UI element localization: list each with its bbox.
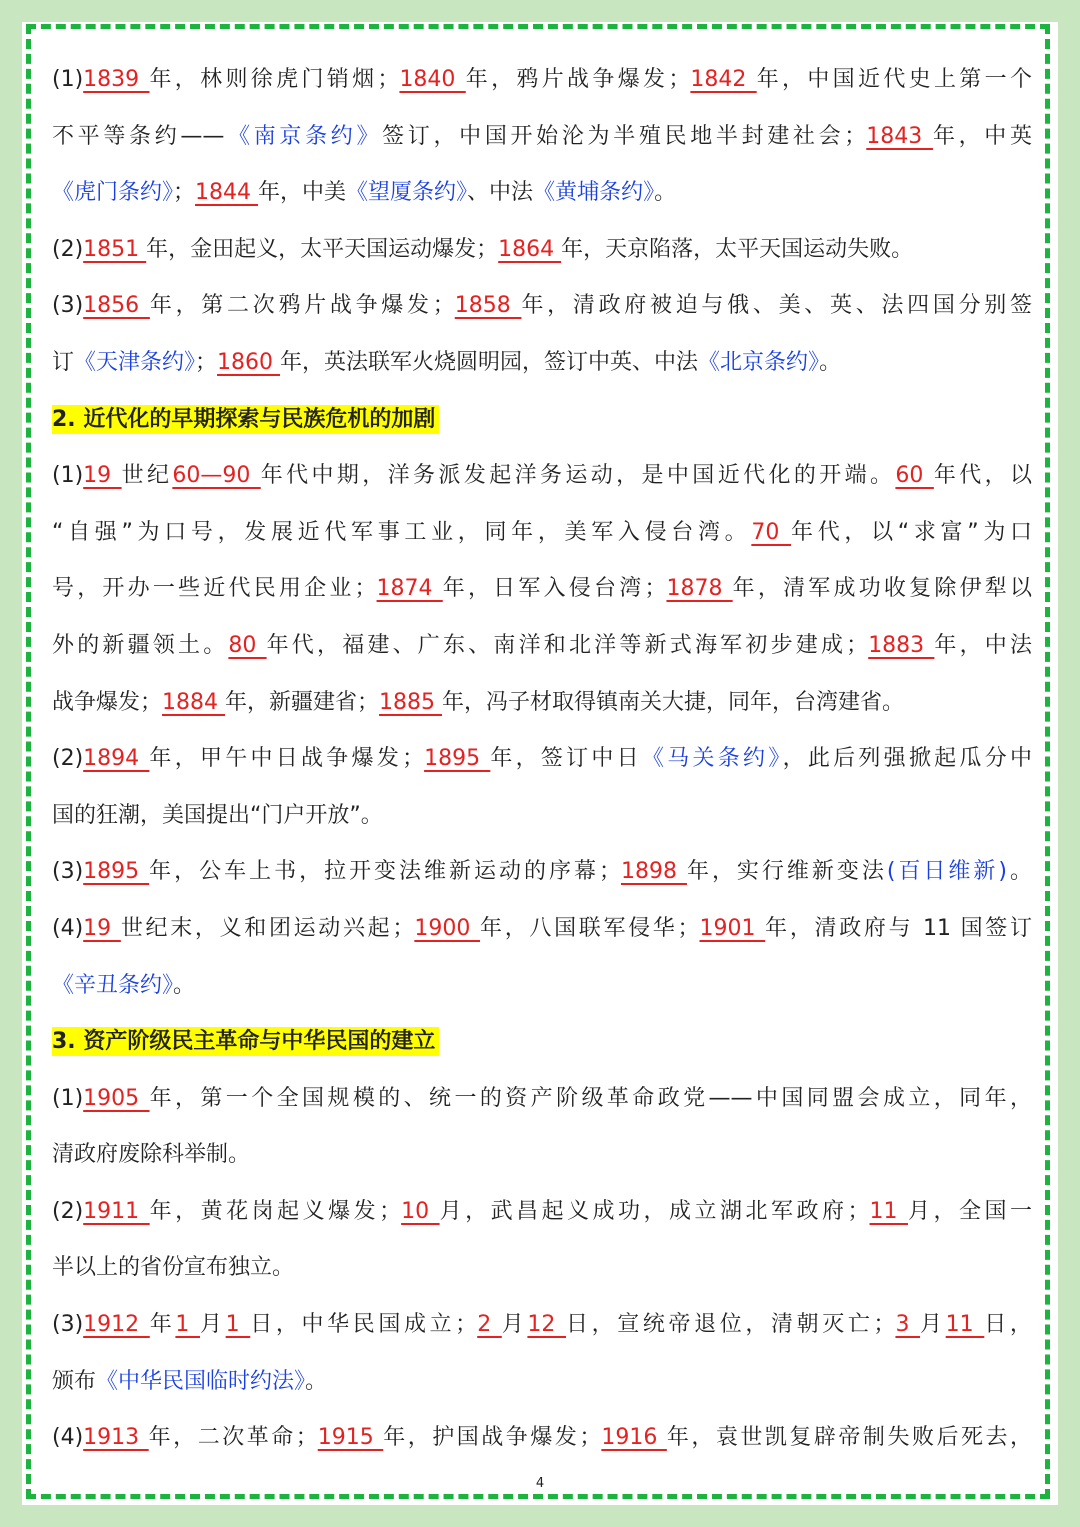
answer-blank: 1844 <box>195 180 259 206</box>
answer-blank: 12 <box>527 1312 567 1338</box>
text-segment: 月 <box>920 1312 946 1338</box>
text-line <box>52 1127 1032 1184</box>
text-segment: 颁布 <box>52 1368 97 1394</box>
answer-blank: 1858 <box>454 293 522 319</box>
treaty-name: 《北京条约》 <box>698 349 820 375</box>
text-segment: (1) <box>52 1085 84 1111</box>
answer-blank: 1913 <box>83 1425 149 1451</box>
text-segment: 年，鸦片战争爆发； <box>465 67 691 92</box>
text-segment: 。 <box>1007 859 1032 885</box>
text-line <box>52 1410 1032 1467</box>
answer-blank: 1915 <box>317 1425 384 1451</box>
text-segment: (3) <box>52 859 84 885</box>
text-line <box>52 505 1032 562</box>
treaty-name: 《黄埔条约》 <box>533 180 655 206</box>
text-segment: 年，天京陷落，太平天国运动失败。 <box>561 236 914 262</box>
treaty-name: 《马关条约》 <box>641 746 783 772</box>
text-segment: 年，签订中日 <box>490 746 642 772</box>
answer-blank: 1843 <box>866 123 933 149</box>
page-number: 4 <box>535 1476 545 1491</box>
text-segment: 年，公车上书，拉开变法维新运动的序幕； <box>149 859 621 885</box>
text-segment: (1) <box>52 463 84 489</box>
answer-blank: 1884 <box>162 689 225 715</box>
answer-blank: 1856 <box>83 293 150 319</box>
treaty-name: 《中华民国临时约法》 <box>96 1368 306 1394</box>
answer-blank: 70 <box>751 519 792 545</box>
text-segment: 年，第二次鸦片战争爆发； <box>149 293 455 319</box>
answer-blank: 1 <box>225 1312 251 1338</box>
text-segment: 年，实行维新变法 <box>686 859 887 885</box>
text-segment: “自强”为口号，发展近代军事工业，同年，美军入侵台湾。 <box>52 519 752 545</box>
answer-blank: 1842 <box>690 67 757 92</box>
text-segment: ，此后列强掀起瓜分中 <box>782 746 1032 772</box>
text-segment: 年，英法联军火烧圆明园，签订中英、中法 <box>280 349 699 375</box>
text-segment: 年，甲午中日战争爆发； <box>149 746 425 772</box>
text-line <box>52 52 1032 109</box>
text-segment: 年，清政府与 11 国签订 <box>765 915 1032 941</box>
section-heading: 3. 资产阶级民主革命与中华民国的建立 <box>52 1027 439 1056</box>
text-segment: 年代中期，洋务派发起洋务运动，是中国近代化的开端。 <box>260 463 896 489</box>
text-segment: 年，中英 <box>932 123 1032 149</box>
text-segment: 年，黄花岗起义爆发； <box>149 1198 402 1224</box>
text-line <box>52 109 1032 166</box>
text-segment: 年，清政府被迫与俄、美、英、法四国分别签 <box>521 293 1032 319</box>
answer-blank: 11 <box>945 1312 985 1338</box>
text-line <box>52 958 1032 1015</box>
text-segment: 年代，福建、广东、南洋和北洋等新式海军初步建成； <box>266 632 869 658</box>
answer-blank: 1864 <box>498 236 562 262</box>
text-segment: 、中法 <box>467 180 534 206</box>
treaty-name: (百日维新) <box>886 859 1007 885</box>
text-segment: 年，中法 <box>934 632 1032 658</box>
answer-blank: 1905 <box>83 1085 150 1111</box>
answer-blank: 2 <box>477 1312 502 1338</box>
text-segment: 世纪 <box>121 463 173 489</box>
text-segment: 年，金田起义，太平天国运动爆发； <box>146 236 499 262</box>
document-page <box>22 22 1058 1505</box>
text-segment: 月 <box>501 1312 528 1338</box>
answer-blank: 1851 <box>83 236 147 262</box>
text-segment: 月，武昌起义成功，成立湖北军政府； <box>439 1198 870 1224</box>
text-segment: (3) <box>52 293 84 319</box>
text-segment: 月，全国一 <box>907 1198 1032 1224</box>
text-line <box>52 1071 1032 1128</box>
answer-blank: 1900 <box>414 915 481 941</box>
answer-blank: 1895 <box>83 859 150 885</box>
text-segment: 国的狂潮，美国提出“门户开放”。 <box>52 802 383 828</box>
text-segment: 年，中国近代史上第一个 <box>756 67 1032 92</box>
text-segment: 清政府废除科举制。 <box>52 1142 251 1168</box>
text-segment: 年，袁世凯复辟帝制失败后死去， <box>666 1425 1032 1451</box>
text-segment: 。 <box>305 1368 328 1394</box>
document-body <box>52 52 1032 1467</box>
text-segment: 年，第一个全国规模的、统一的资产阶级革命政党——中国同盟会成立，同年， <box>149 1085 1032 1111</box>
text-segment: 年，林则徐虎门销烟； <box>149 67 400 92</box>
answer-blank: 11 <box>869 1198 908 1224</box>
treaty-name: 《南京条约》 <box>224 123 383 149</box>
text-line <box>52 1240 1032 1297</box>
text-line <box>52 165 1032 222</box>
text-segment: 订 <box>52 349 75 375</box>
text-segment: 日， <box>984 1312 1032 1338</box>
answer-blank: 1894 <box>83 746 150 772</box>
text-line <box>52 278 1032 335</box>
text-line <box>52 675 1032 732</box>
text-segment: 日，宣统帝退位，清朝灭亡； <box>566 1312 896 1338</box>
text-segment: 半以上的省份宣布独立。 <box>52 1255 295 1281</box>
text-line <box>52 901 1032 958</box>
text-segment: 年，清军成功收复除伊犁以 <box>732 576 1032 602</box>
answer-blank: 10 <box>401 1198 440 1224</box>
text-segment: ； <box>195 349 218 375</box>
answer-blank: 1874 <box>376 576 443 602</box>
text-line <box>52 618 1032 675</box>
text-segment: 签订，中国开始沦为半殖民地半封建社会； <box>382 123 867 149</box>
text-line <box>52 788 1032 845</box>
answer-blank: 1901 <box>699 915 766 941</box>
answer-blank: 19 <box>83 463 122 489</box>
text-line <box>52 1014 1032 1071</box>
answer-blank: 1885 <box>379 689 442 715</box>
text-line <box>52 844 1032 901</box>
text-segment: 日，中华民国成立； <box>250 1312 478 1338</box>
treaty-name: 《虎门条约》 <box>52 180 174 206</box>
section-heading: 2. 近代化的早期探索与民族危机的加剧 <box>52 405 439 434</box>
text-line <box>52 1184 1032 1241</box>
text-line <box>52 392 1032 449</box>
answer-blank: 3 <box>895 1312 921 1338</box>
text-segment: 年，八国联军侵华； <box>480 915 700 941</box>
text-segment: 号，开办一些近代民用企业； <box>52 576 377 602</box>
text-segment: (3) <box>52 1312 84 1338</box>
text-segment: 年代，以 <box>933 463 1032 489</box>
text-segment: (2) <box>52 1198 84 1224</box>
treaty-name: 《辛丑条约》 <box>52 972 174 998</box>
answer-blank: 1839 <box>83 67 150 92</box>
answer-blank: 80 <box>228 632 267 658</box>
text-segment: 年，日军入侵台湾； <box>442 576 667 602</box>
answer-blank: 1912 <box>83 1312 150 1338</box>
text-segment: 年，冯子材取得镇南关大捷，同年，台湾建省。 <box>442 689 905 715</box>
text-segment: 年，护国战争爆发； <box>383 1425 602 1451</box>
text-segment: 年，新疆建省； <box>225 689 380 715</box>
answer-blank: 19 <box>83 915 121 941</box>
answer-blank: 1840 <box>399 67 466 92</box>
text-line <box>52 448 1032 505</box>
answer-blank: 1878 <box>666 576 733 602</box>
text-segment: 世纪末，义和团运动兴起； <box>120 915 415 941</box>
text-segment: (2) <box>52 236 84 262</box>
text-segment: 年，中美 <box>258 180 347 206</box>
text-segment: 。 <box>819 349 842 375</box>
text-segment: 。 <box>654 180 677 206</box>
answer-blank: 1898 <box>620 859 687 885</box>
answer-blank: 1 <box>175 1312 201 1338</box>
text-line <box>52 1297 1032 1354</box>
text-segment: ； <box>173 180 196 206</box>
text-segment: 月 <box>200 1312 226 1338</box>
text-segment: (4) <box>52 915 84 941</box>
text-segment: 。 <box>173 972 196 998</box>
treaty-name: 《望厦条约》 <box>346 180 468 206</box>
text-segment: 年 <box>149 1312 176 1338</box>
text-segment: 年，二次革命； <box>148 1425 318 1451</box>
text-line <box>52 222 1032 279</box>
text-segment: (4) <box>52 1425 84 1451</box>
text-segment: 年代，以“求富”为口 <box>791 519 1032 545</box>
answer-blank: 1911 <box>83 1198 150 1224</box>
text-segment: (2) <box>52 746 84 772</box>
text-line <box>52 1354 1032 1411</box>
answer-blank: 1860 <box>217 349 281 375</box>
answer-blank: 1895 <box>424 746 491 772</box>
answer-blank: 60 <box>895 463 934 489</box>
text-line <box>52 561 1032 618</box>
treaty-name: 《天津条约》 <box>74 349 196 375</box>
answer-blank: 60—90 <box>172 463 261 489</box>
text-segment: 不平等条约—— <box>52 123 225 149</box>
text-segment: 外的新疆领土。 <box>52 632 229 658</box>
text-segment: 战争爆发； <box>52 689 163 715</box>
answer-blank: 1916 <box>601 1425 667 1451</box>
text-line <box>52 335 1032 392</box>
text-line <box>52 731 1032 788</box>
text-segment: (1) <box>52 67 84 92</box>
answer-blank: 1883 <box>868 632 935 658</box>
